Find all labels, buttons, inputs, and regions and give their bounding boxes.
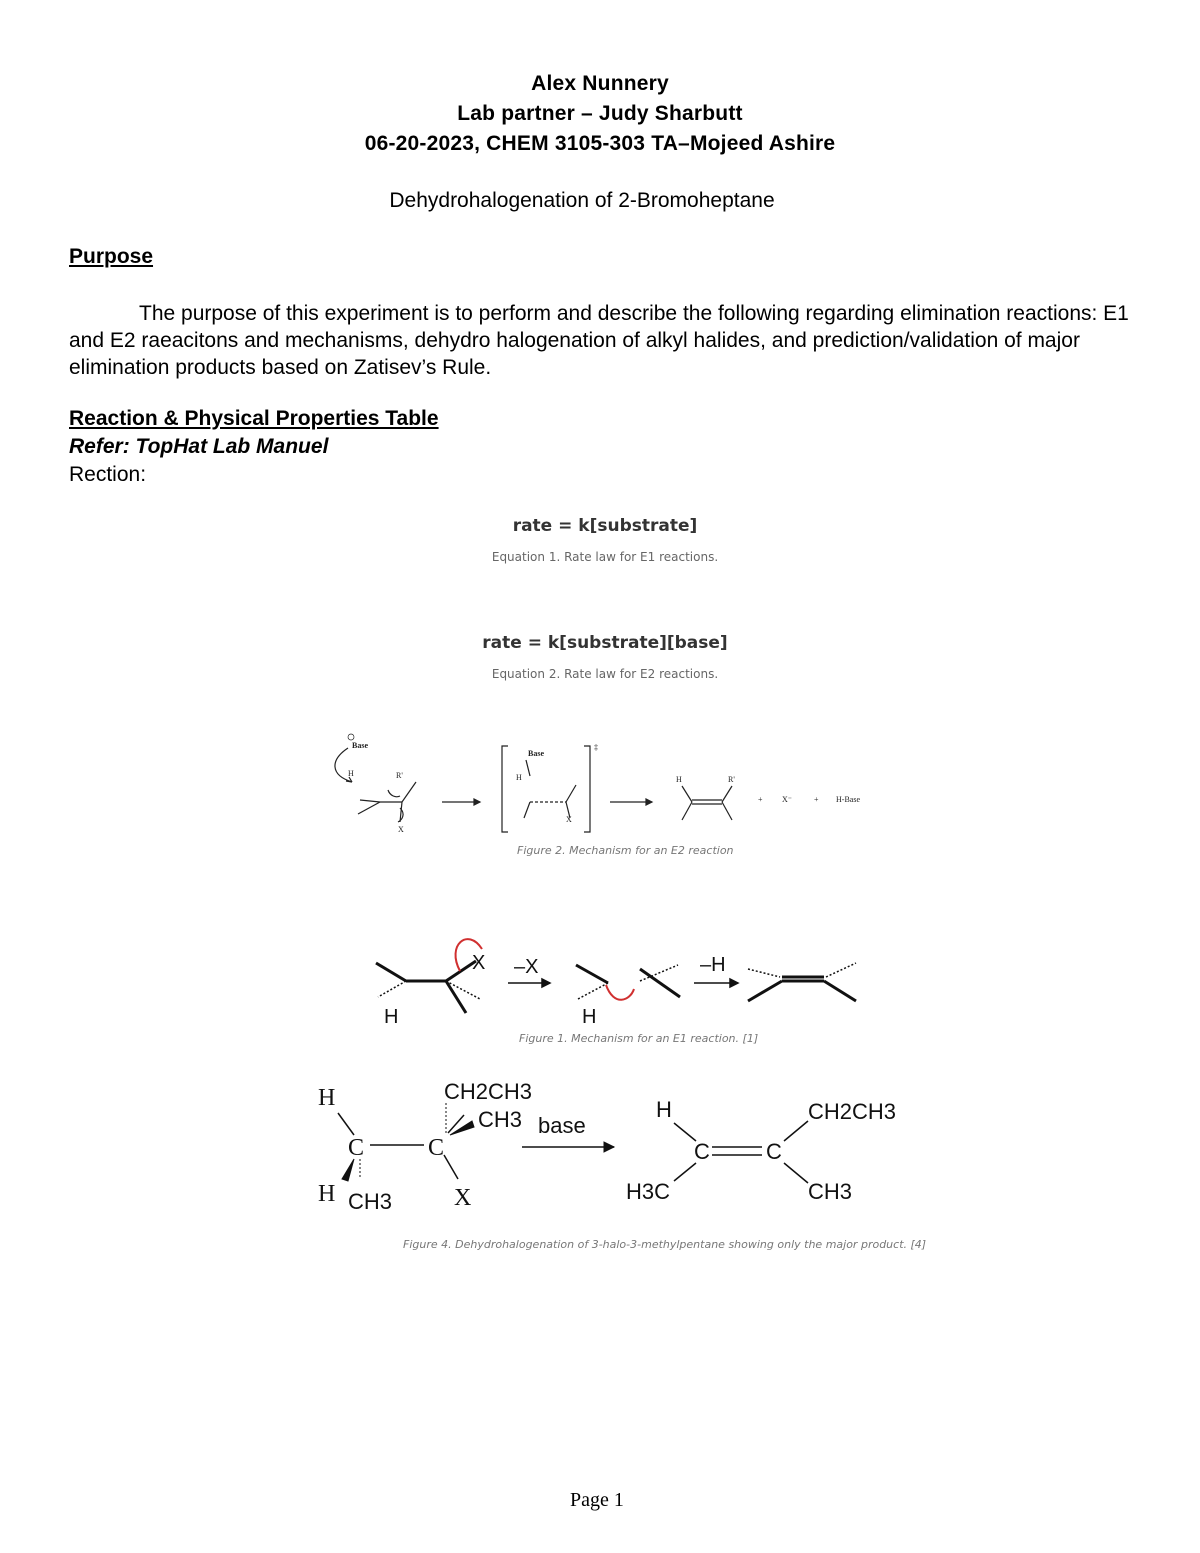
dh-ch2ch3-label-2: CH2CH3: [808, 1099, 897, 1124]
dh-c-label-3: C: [694, 1139, 710, 1164]
e1-loss-h-label: –H: [700, 954, 726, 976]
e2-h-base-label: H-Base: [836, 795, 860, 804]
dehydrohalogenation-figure: [314, 1075, 914, 1225]
e2-figure-caption: Figure 2. Mechanism for an E2 reaction: [517, 844, 734, 857]
dh-ch3-label-3: CH3: [808, 1179, 853, 1204]
dh-h3c-label: H3C: [626, 1179, 671, 1204]
equation-1-formula: rate = k[substrate]: [512, 516, 698, 536]
dh-c-label-4: C: [766, 1139, 782, 1164]
e2-ts-h-label: H: [516, 773, 522, 782]
dh-x-label: X: [454, 1185, 472, 1211]
document-title: Dehydrohalogenation of 2-Bromoheptane: [389, 189, 775, 212]
dehydrohalogenation-caption: Figure 4. Dehydrohalogenation of 3-halo-3-methylpentane showing only the major product. [4]: [403, 1238, 927, 1251]
e2-rprime-label: R': [396, 771, 403, 780]
e2-x-label: X: [398, 825, 404, 834]
equation-2-caption: Equation 2. Rate law for E2 reactions.: [491, 667, 719, 681]
dh-c-label-2: C: [428, 1135, 445, 1161]
e1-mechanism-figure: [368, 925, 868, 1030]
dh-ch2ch3-label-1: CH2CH3: [444, 1079, 533, 1104]
equation-1-caption: Equation 1. Rate law for E1 reactions.: [491, 550, 719, 564]
page-number: Page 1: [570, 1489, 624, 1511]
dh-ch3-label-1: CH3: [348, 1189, 393, 1214]
dh-h-label-1: H: [318, 1085, 336, 1111]
dh-h-label-3: H: [656, 1097, 672, 1122]
e2-ts-mark: ‡: [594, 743, 598, 752]
course-info: 06-20-2023, CHEM 3105-303 TA–Mojeed Ashire: [364, 132, 836, 155]
equation-2-formula: rate = k[substrate][base]: [482, 633, 728, 653]
e2-mechanism-figure: [330, 730, 890, 860]
e2-base-label: Base: [352, 741, 368, 750]
reaction-heading: Reaction & Physical Properties Table: [69, 407, 439, 430]
e1-h-label-2: H: [582, 1006, 597, 1028]
e1-x-label: X: [472, 952, 486, 974]
e2-x-minus-label: X⁻: [782, 795, 792, 804]
e2-ts-x-label: X: [566, 815, 572, 824]
e1-figure-caption: Figure 1. Mechanism for an E1 reaction. [1]: [519, 1032, 759, 1045]
dh-base-label: base: [538, 1113, 586, 1138]
e1-loss-x-label: –X: [514, 956, 539, 978]
purpose-heading: Purpose: [69, 245, 154, 268]
dh-h-label-2: H: [318, 1181, 336, 1207]
e2-ts-base-label: Base: [528, 749, 544, 758]
dh-ch3-label-2: CH3: [478, 1107, 523, 1132]
e2-product-h-label: H: [676, 775, 682, 784]
lab-partner: Lab partner – Judy Sharbutt: [457, 102, 743, 125]
purpose-paragraph: [69, 300, 1129, 381]
refer-note: Refer: TopHat Lab Manuel: [69, 435, 329, 458]
dh-c-label-1: C: [348, 1135, 365, 1161]
e2-plus-1: +: [758, 795, 763, 804]
e1-h-label-1: H: [384, 1006, 399, 1028]
e2-product-r-label: R': [728, 775, 735, 784]
purpose-text: The purpose of this experiment is to perform and describe the following regarding elimination reactions: E1 and E2 raeacitons and mechanisms, dehydro halogenation of alkyl halides, and prediction/validation of major elimination products based on Zatisev’s Rule.: [69, 302, 1129, 379]
reaction-label: Rection:: [69, 463, 147, 486]
e2-plus-2: +: [814, 795, 819, 804]
author-name: Alex Nunnery: [531, 72, 669, 95]
e2-h-label: H: [348, 769, 354, 778]
